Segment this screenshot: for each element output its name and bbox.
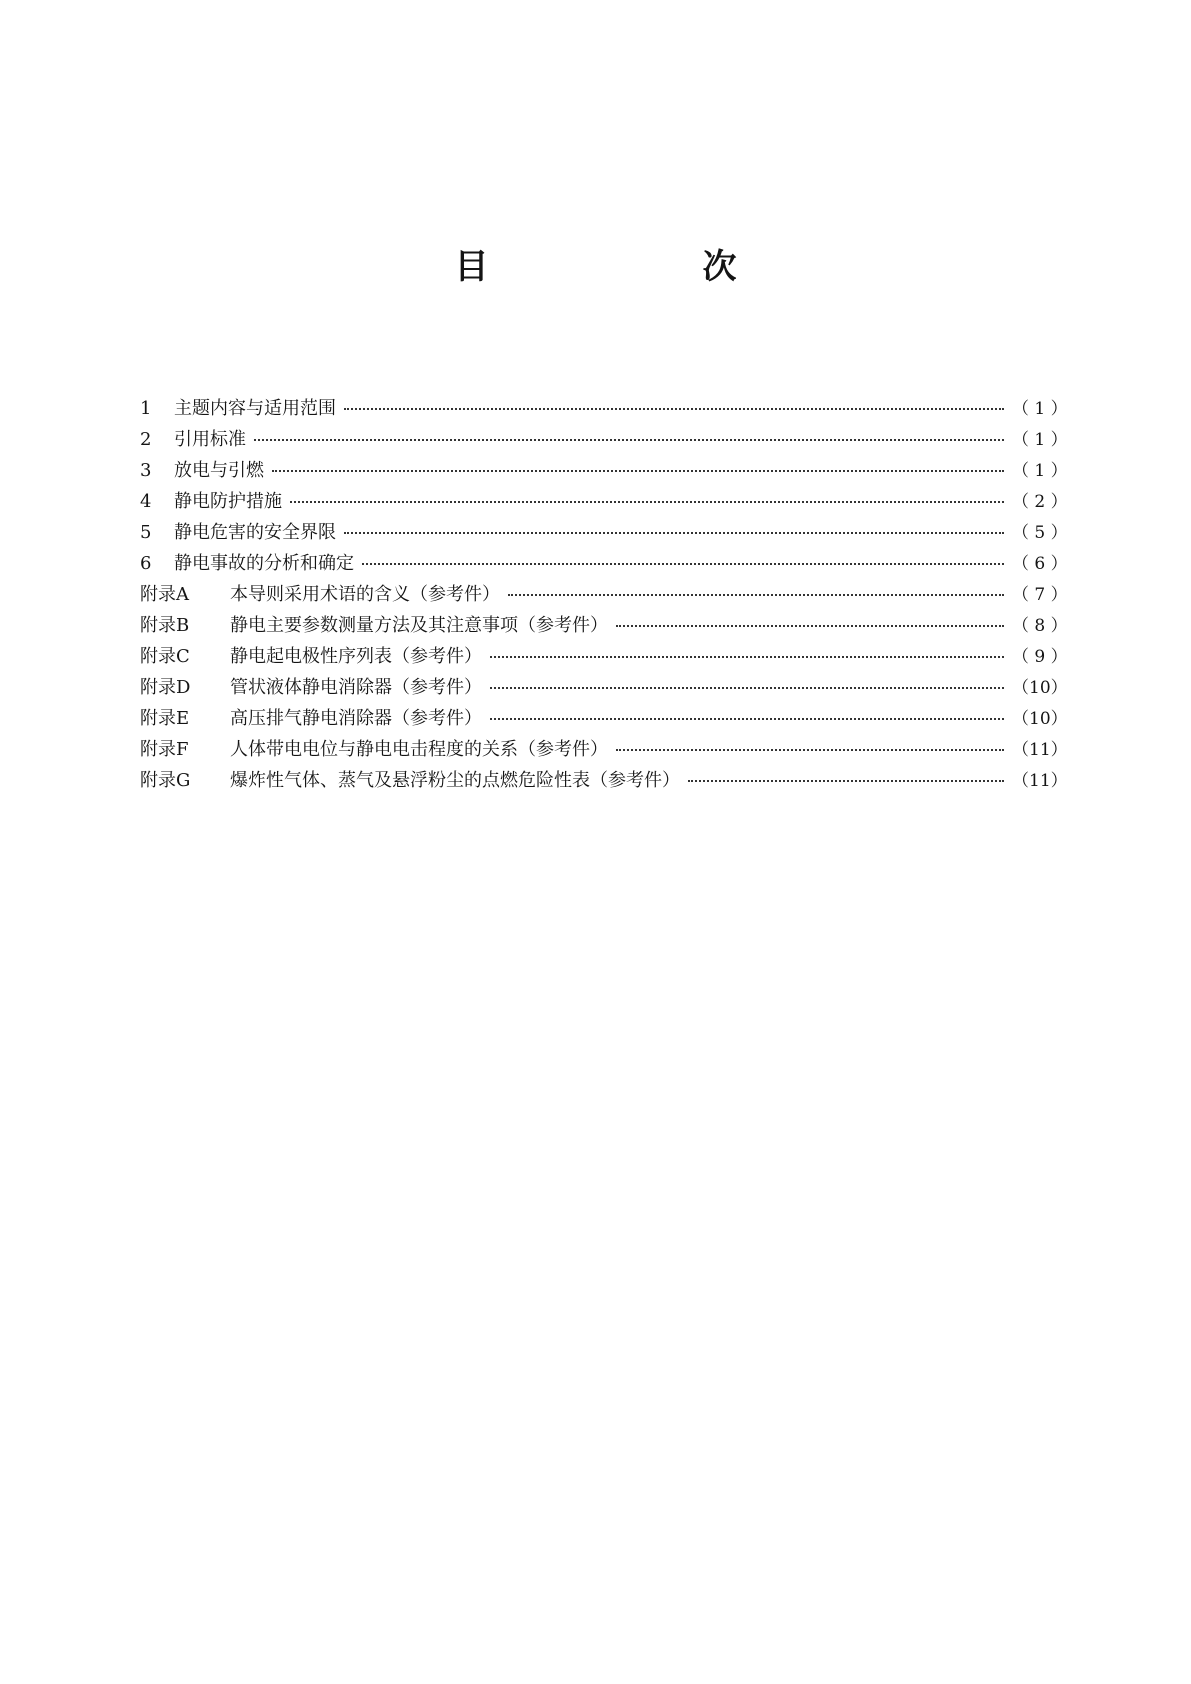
toc-entry-number: 1 [140, 398, 152, 419]
toc-entry[interactable] [140, 739, 1068, 772]
toc-entry-page: （11） [1012, 740, 1068, 760]
toc-entry[interactable] [140, 460, 1068, 493]
toc-entry-page: （10） [1012, 678, 1068, 698]
toc-entry-title: 本导则采用术语的含义（参考件） [230, 584, 500, 605]
toc-entry-number: 附录F [140, 739, 189, 760]
toc-entry-page: （ 1 ） [1012, 430, 1068, 450]
toc-entry-page: （ 5 ） [1012, 523, 1068, 543]
toc-entry[interactable] [140, 553, 1068, 586]
toc-entry-title: 静电起电极性序列表（参考件） [230, 646, 482, 667]
toc-entry[interactable] [140, 522, 1068, 555]
toc-entry-title: 管状液体静电消除器（参考件） [230, 677, 482, 698]
toc-dot-leader [344, 532, 1004, 534]
toc-entry[interactable] [140, 615, 1068, 648]
toc-entry-number: 3 [140, 460, 152, 481]
toc-dot-leader [344, 408, 1004, 410]
toc-entry-number: 附录B [140, 615, 190, 636]
toc-entry-page: （ 1 ） [1012, 399, 1068, 419]
page-title: 目 次 [454, 247, 827, 287]
toc-entry-title: 爆炸性气体、蒸气及悬浮粉尘的点燃危险性表（参考件） [230, 770, 680, 791]
toc-entry-number: 4 [140, 491, 152, 512]
toc-entry-number: 附录D [140, 677, 191, 698]
toc-entry-number: 6 [140, 553, 152, 574]
toc-dot-leader [688, 780, 1004, 782]
toc-entry-number: 2 [140, 429, 152, 450]
toc-entry-title: 静电事故的分析和确定 [174, 553, 354, 574]
toc-dot-leader [490, 656, 1004, 658]
toc-entry[interactable] [140, 677, 1068, 710]
toc-entry-page: （ 2 ） [1012, 492, 1068, 512]
toc-entry-number: 附录E [140, 708, 190, 729]
toc-entry-page: （ 1 ） [1012, 461, 1068, 481]
toc-dot-leader [272, 470, 1004, 472]
toc-entry[interactable] [140, 491, 1068, 524]
toc-entry[interactable] [140, 708, 1068, 741]
toc-entry-title: 主题内容与适用范围 [174, 398, 336, 419]
toc-dot-leader [616, 625, 1004, 627]
toc-dot-leader [254, 439, 1004, 441]
toc-entry-page: （10） [1012, 709, 1068, 729]
toc-dot-leader [362, 563, 1004, 565]
toc-entry[interactable] [140, 398, 1068, 431]
toc-entry-number: 附录G [140, 770, 191, 791]
toc-entry-title: 高压排气静电消除器（参考件） [230, 708, 482, 729]
toc-entry[interactable] [140, 429, 1068, 462]
toc-entry-page: （11） [1012, 771, 1068, 791]
toc-dot-leader [290, 501, 1004, 503]
toc-entry[interactable] [140, 584, 1068, 617]
toc-entry[interactable] [140, 770, 1068, 803]
toc-entry-page: （ 9 ） [1012, 647, 1068, 667]
toc-entry-page: （ 6 ） [1012, 554, 1068, 574]
table-of-contents [140, 398, 1068, 803]
toc-dot-leader [490, 687, 1004, 689]
toc-entry-title: 静电防护措施 [174, 491, 282, 512]
toc-dot-leader [508, 594, 1004, 596]
toc-entry-title: 放电与引燃 [174, 460, 264, 481]
toc-entry-number: 附录C [140, 646, 190, 667]
toc-entry-title: 静电危害的安全界限 [174, 522, 336, 543]
toc-entry-title: 人体带电电位与静电电击程度的关系（参考件） [230, 739, 608, 760]
toc-dot-leader [490, 718, 1004, 720]
toc-entry-page: （ 8 ） [1012, 616, 1068, 636]
toc-entry-number: 5 [140, 522, 152, 543]
toc-entry-title: 静电主要参数测量方法及其注意事项（参考件） [230, 615, 608, 636]
toc-entry-title: 引用标准 [174, 429, 246, 450]
toc-entry-page: （ 7 ） [1012, 585, 1068, 605]
toc-entry[interactable] [140, 646, 1068, 679]
toc-entry-number: 附录A [140, 584, 189, 605]
toc-dot-leader [616, 749, 1004, 751]
